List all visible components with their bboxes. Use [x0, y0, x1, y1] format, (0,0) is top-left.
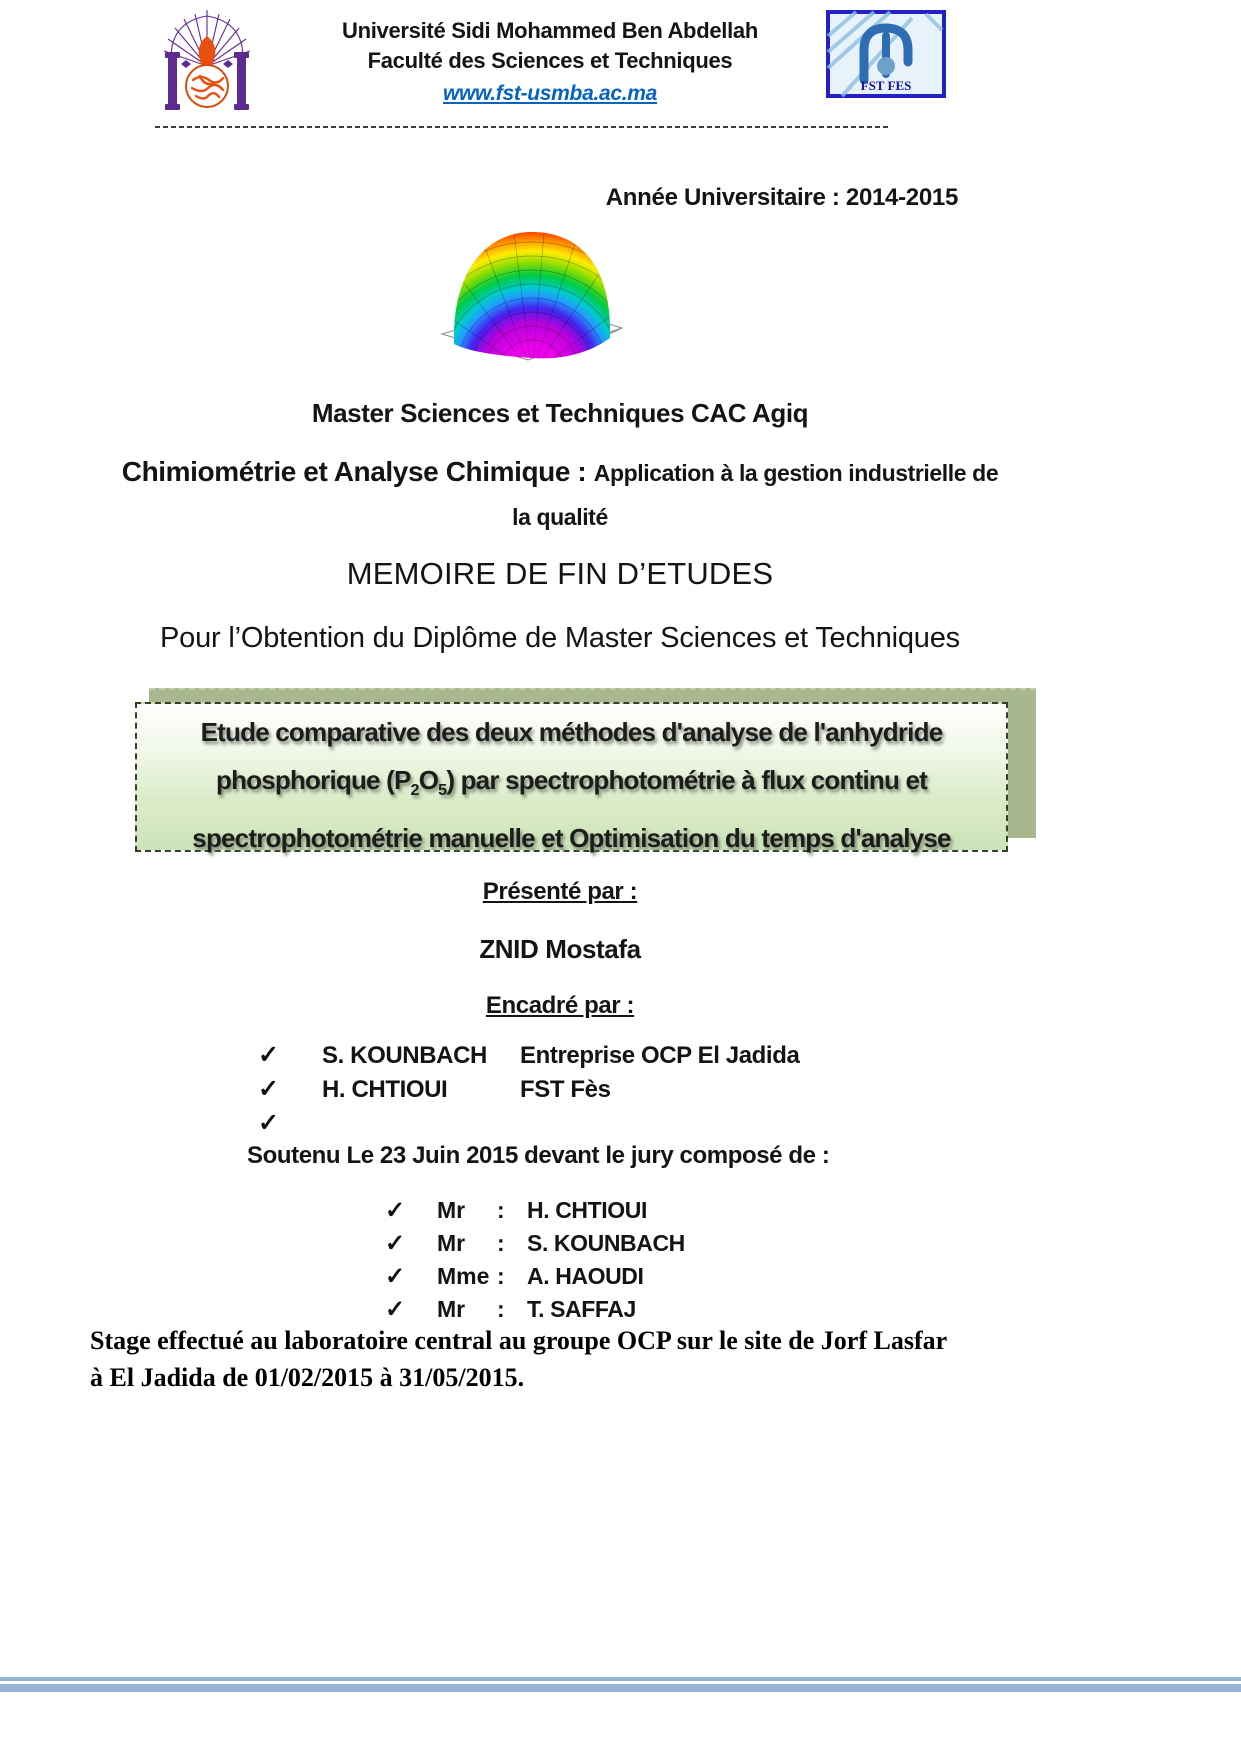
jury-row: [385, 1295, 636, 1324]
header-text-block: [280, 16, 820, 106]
jury-separator: :: [497, 1296, 505, 1322]
specialty-title-sub: Application à la gestion industrielle de: [593, 460, 999, 486]
surface-plot-icon: [438, 222, 626, 368]
specialty-title-line2: la qualité: [512, 504, 608, 530]
surface-plot-image: [438, 222, 626, 368]
specialty-title-main: Chimiométrie et Analyse Chimique :: [121, 456, 594, 487]
internship-note-line2: à El Jadida de 01/02/2015 à 31/05/2015.: [90, 1363, 525, 1392]
thesis-box-inner: [135, 702, 1008, 852]
presented-by-name: ZNID Mostafa: [479, 934, 641, 964]
checkmark-icon: ✓: [258, 1041, 279, 1069]
presented-by-label-text: Présenté par :: [482, 878, 638, 905]
checkmark-icon: ✓: [258, 1075, 279, 1103]
specialty-title: [60, 456, 1060, 488]
jury-separator: :: [497, 1230, 505, 1256]
internship-note: [90, 1322, 1190, 1396]
internship-note-line1: Stage effectué au laboratoire central au groupe OCP sur le site de Jorf Lasfar: [90, 1326, 948, 1355]
footer-bar-thick: [0, 1684, 1241, 1692]
purpose-line: Pour l’Obtention du Diplôme de Master Sciences et Techniques: [160, 622, 960, 654]
footer-bar-thin: [0, 1677, 1241, 1681]
thesis-title-line2: [137, 756, 1006, 814]
thesis-title-box: [135, 688, 1036, 852]
thesis-line2-sub1: 2: [410, 781, 419, 800]
defense-line: Soutenu Le 23 Juin 2015 devant le jury composé de :: [247, 1142, 830, 1169]
jury-title: Mme: [437, 1263, 490, 1289]
jury-row: [385, 1262, 644, 1291]
jury-row: [385, 1196, 647, 1225]
jury-separator: :: [497, 1197, 505, 1223]
jury-name: H. CHTIOUI: [527, 1197, 647, 1223]
supervised-by-label: [60, 992, 1060, 1020]
university-seal-icon: [148, 6, 266, 120]
presented-by-label: [60, 878, 1060, 906]
supervisor-name: S. KOUNBACH: [322, 1042, 487, 1069]
fst-fes-logo: [826, 10, 946, 98]
thesis-title-line1: Etude comparative des deux méthodes d'analyse de l'anhydride: [200, 717, 943, 747]
academic-year: Année Universitaire : 2014-2015: [605, 184, 958, 211]
jury-name: A. HAOUDI: [527, 1263, 644, 1289]
thesis-title-line3: spectrophotométrie manuelle et Optimisation du temps d'analyse: [192, 823, 951, 854]
checkmark-icon: ✓: [385, 1197, 406, 1224]
university-name: Université Sidi Mohammed Ben Abdellah: [342, 18, 758, 43]
thesis-line2-part2: O: [418, 765, 439, 795]
master-title: Master Sciences et Techniques CAC Agiq: [311, 398, 809, 428]
jury-name: T. SAFFAJ: [527, 1296, 636, 1322]
thesis-line2-part1: phosphorique (P: [215, 765, 411, 795]
supervisor-name: H. CHTIOUI: [322, 1076, 448, 1103]
supervisor-affiliation: FST Fès: [520, 1076, 611, 1103]
jury-title: Mr: [437, 1296, 466, 1322]
fst-fes-logo-icon: [826, 10, 946, 98]
jury-title: Mr: [437, 1197, 466, 1223]
thesis-line2-part3: ) par spectrophotométrie à flux continu et: [446, 765, 927, 795]
website-link[interactable]: www.fst-usmba.ac.ma: [442, 82, 658, 105]
memoire-title: MEMOIRE DE FIN D’ETUDES: [346, 556, 774, 591]
header-divider: [155, 126, 889, 128]
jury-title: Mr: [437, 1230, 466, 1256]
jury-name: S. KOUNBACH: [527, 1230, 685, 1256]
supervised-by-label-text: Encadré par :: [485, 992, 635, 1019]
supervisor-row: [258, 1108, 520, 1138]
thesis-line2-sub2: 5: [438, 781, 447, 800]
fst-fes-logo-text: FST FES: [860, 78, 912, 93]
supervisor-affiliation: Entreprise OCP El Jadida: [520, 1042, 800, 1069]
supervisor-row: [258, 1074, 611, 1104]
university-seal-logo: [148, 6, 266, 120]
checkmark-icon: ✓: [385, 1263, 406, 1290]
supervisor-row: [258, 1040, 799, 1070]
jury-separator: :: [497, 1263, 505, 1289]
jury-row: [385, 1229, 685, 1258]
faculty-name: Faculté des Sciences et Techniques: [367, 48, 733, 73]
checkmark-icon: ✓: [385, 1230, 406, 1257]
checkmark-icon: ✓: [385, 1296, 406, 1323]
checkmark-icon: ✓: [258, 1109, 279, 1137]
